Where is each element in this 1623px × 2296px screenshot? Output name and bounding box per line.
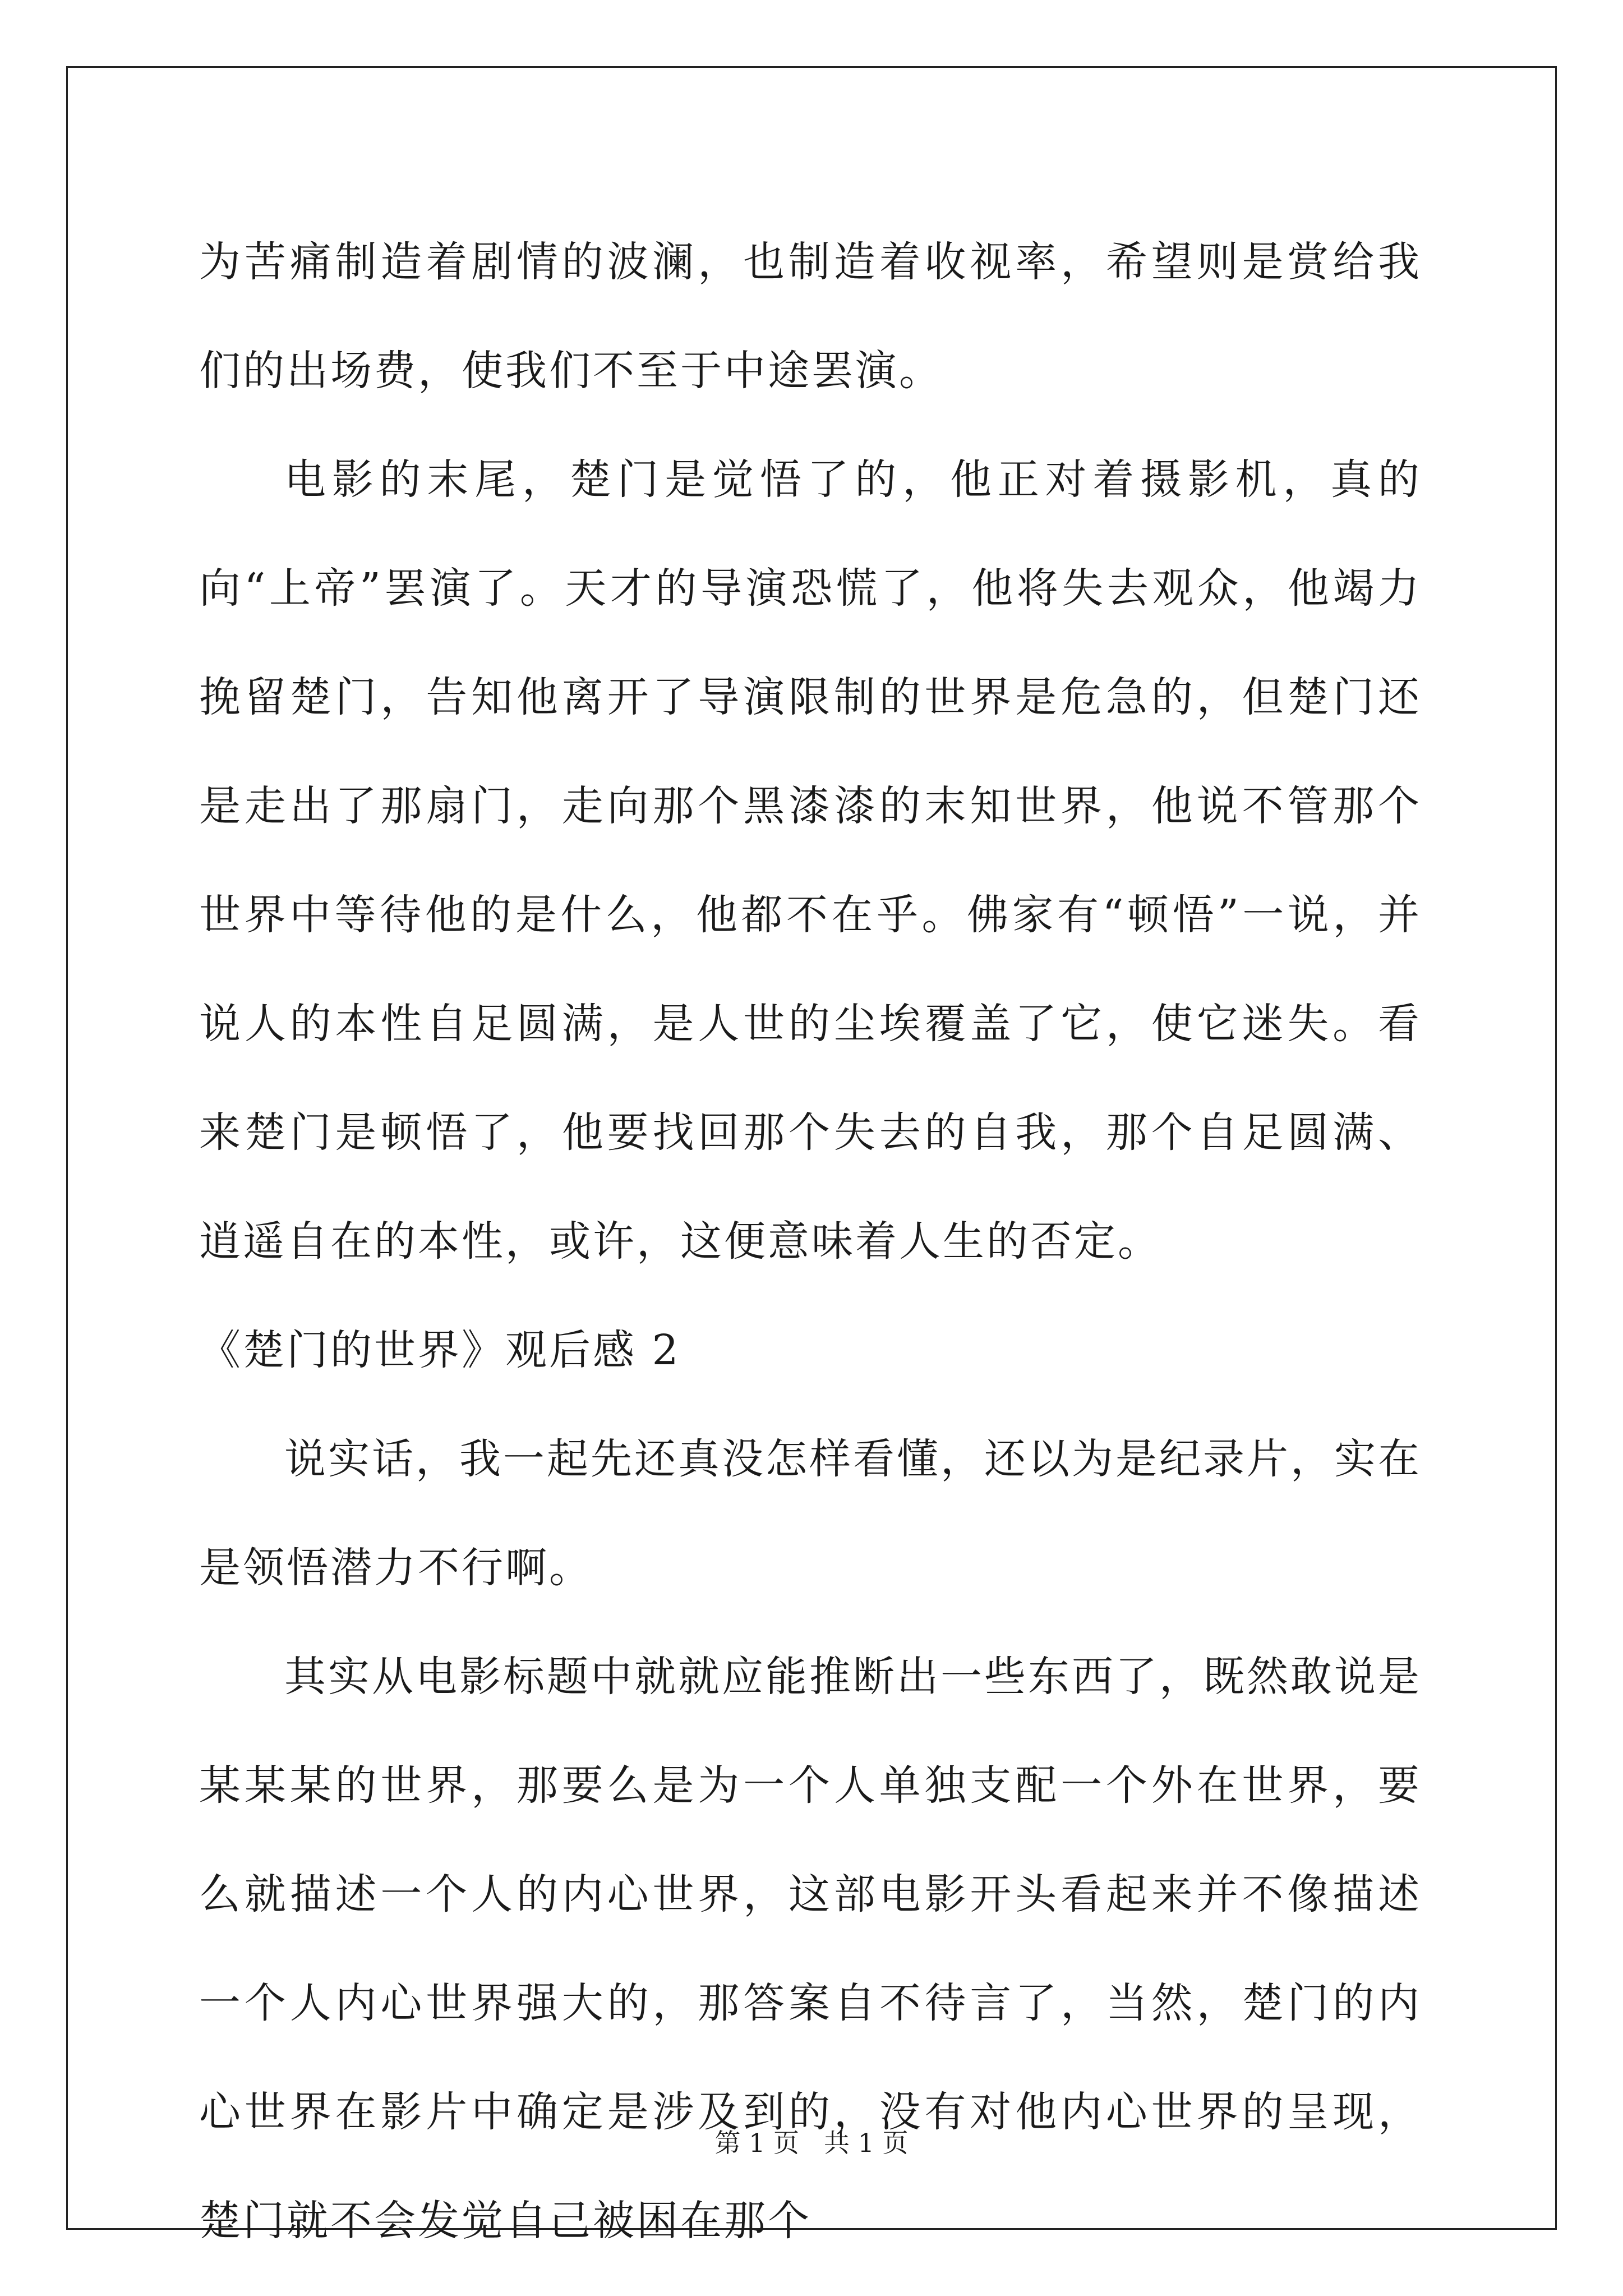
page-number: 第 1 页 (714, 2128, 799, 2158)
paragraph-1: 为苦痛制造着剧情的波澜，也制造着收视率，希望则是赏给我们的出场费，使我们不至于中途罢演。 (199, 238, 1422, 395)
paragraph-2: 电影的末尾，楚门是觉悟了的，他正对着摄影机，真的向“上帝”罢演了。天才的导演恐慌了，他将失去观众，他竭力挽留楚门，告知他离开了导演限制的世界是危急的，但楚门还是走出了那扇门，走向那个黑漆漆的末知世界，他说不管那个世界中等待他的是什么，他都不在乎。佛家有“顿悟”一说，并说人的本性自足圆满，是人世的尘埃覆盖了它，使它迷失。看来楚门是顿悟了，他要找回那个失去的自我，那个自足圆满、逍遥自在的本性，或许，这便意味着人生的否定。 (199, 455, 1422, 1266)
paragraph-3: 说实话，我一起先还真没怎样看懂，还以为是纪录片，实在是领悟潜力不行啊。 (199, 1435, 1422, 1592)
page-total: 共 1 页 (824, 2128, 909, 2158)
paragraph-4: 其实从电影标题中就就应能推断出一些东西了，既然敢说是某某某的世界，那要么是为一个人单独支配一个外在世界，要么就描述一个人的内心世界，这部电影开头看起来并不像描述一个人内心世界强大的，那答案自不待言了，当然，楚门的内心世界在影片中确定是涉及到的，没有对他内心世界的呈现，楚门就不会发觉自己被困在那个 (199, 1653, 1422, 2245)
page-footer (0, 2126, 1623, 2160)
document-body (199, 208, 1422, 2275)
section-heading: 《楚门的世界》观后感 2 (199, 1326, 681, 1374)
